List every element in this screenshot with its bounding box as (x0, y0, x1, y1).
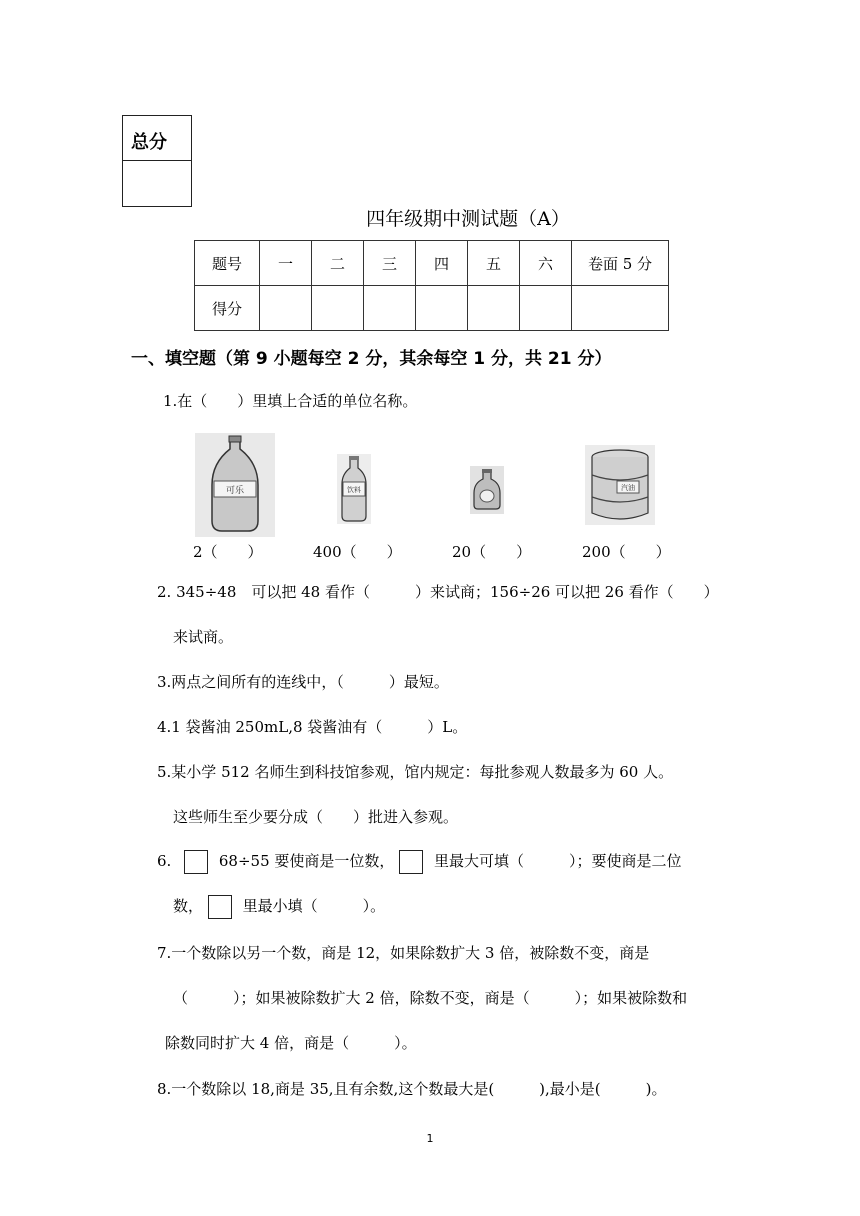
question-6-line-1 (157, 850, 681, 874)
score-cell (416, 286, 468, 331)
answer-square-box (399, 850, 423, 874)
page-number: 1 (426, 1132, 434, 1145)
score-cell (572, 286, 669, 331)
bottle-tag-cola: 可乐 (225, 486, 245, 496)
score-table-header-cell: 卷面 5 分 (572, 241, 669, 286)
score-table (194, 240, 669, 331)
score-table-header-cell: 一 (260, 241, 312, 286)
answer-square-box (184, 850, 208, 874)
question-6-line-2 (173, 895, 385, 919)
total-score-label: 总分 (123, 116, 191, 161)
question-2-line-1: 2. 345÷48 可以把 48 看作（ ）来试商；156÷26 可以把 26 看作（ ） (157, 583, 719, 601)
q1-answer-barrel: 200（ ） (582, 543, 671, 561)
question-2-line-2: 来试商。 (173, 628, 234, 646)
bottle-tag-drink: 饮料 (347, 486, 361, 494)
score-table-header-cell: 四 (416, 241, 468, 286)
question-1: 1.在（ ）里填上合适的单位名称。 (163, 392, 418, 410)
question-5-line-2: 这些师生至少要分成（ ）批进入参观。 (173, 808, 459, 826)
cola-bottle-image (195, 433, 275, 541)
q6-text-c: 数， (173, 897, 204, 915)
question-7-line-1: 7.一个数除以另一个数，商是 12，如果除数扩大 3 倍，被除数不变，商是 (157, 944, 650, 962)
question-8: 8.一个数除以 18,商是 35,且有余数,这个数最大是( ),最小是( )。 (157, 1080, 667, 1098)
question-5-line-1: 5.某小学 512 名师生到科技馆参观，馆内规定：每批参观人数最多为 60 人。 (157, 763, 674, 781)
q6-text-a: 68÷55 要使商是一位数， (218, 852, 395, 870)
question-7-line-3: 除数同时扩大 4 倍，商是（ ）。 (165, 1034, 417, 1052)
oil-barrel-image (585, 445, 655, 529)
barrel-tag: 汽油 (621, 484, 635, 492)
q6-text-d: 里最小填（ ）。 (242, 897, 386, 915)
small-bottle-image (470, 466, 504, 518)
score-table-score-row (195, 286, 669, 331)
question-4: 4.1 袋酱油 250mL,8 袋酱油有（ ）L。 (157, 718, 468, 736)
question-3: 3.两点之间所有的连线中，（ ）最短。 (157, 673, 449, 691)
answer-square-box (208, 895, 232, 919)
q1-answer-cola: 2（ ） (193, 543, 263, 561)
drink-bottle-image (337, 454, 371, 528)
score-table-header-cell: 三 (364, 241, 416, 286)
question-7-line-2: （ ）；如果被除数扩大 2 倍，除数不变，商是（ ）；如果被除数和 (173, 989, 688, 1007)
q6-number: 6. (157, 852, 172, 870)
score-cell (364, 286, 416, 331)
score-table-header-row (195, 241, 669, 286)
score-table-header-cell: 六 (520, 241, 572, 286)
score-cell (260, 286, 312, 331)
score-cell (312, 286, 364, 331)
page-title: 四年级期中测试题（A） (366, 208, 570, 230)
q6-text-b: 里最大可填（ ）；要使商是二位 (433, 852, 682, 870)
total-score-box (122, 115, 192, 207)
section-heading: 一、填空题（第 9 小题每空 2 分，其余每空 1 分，共 21 分） (131, 349, 612, 369)
score-table-header-cell: 五 (468, 241, 520, 286)
score-table-header-cell: 二 (312, 241, 364, 286)
score-cell (520, 286, 572, 331)
score-row-label: 得分 (195, 286, 260, 331)
q1-answer-drink: 400（ ） (313, 543, 402, 561)
q1-answer-small-bottle: 20（ ） (452, 543, 532, 561)
score-table-header-cell: 题号 (195, 241, 260, 286)
score-cell (468, 286, 520, 331)
